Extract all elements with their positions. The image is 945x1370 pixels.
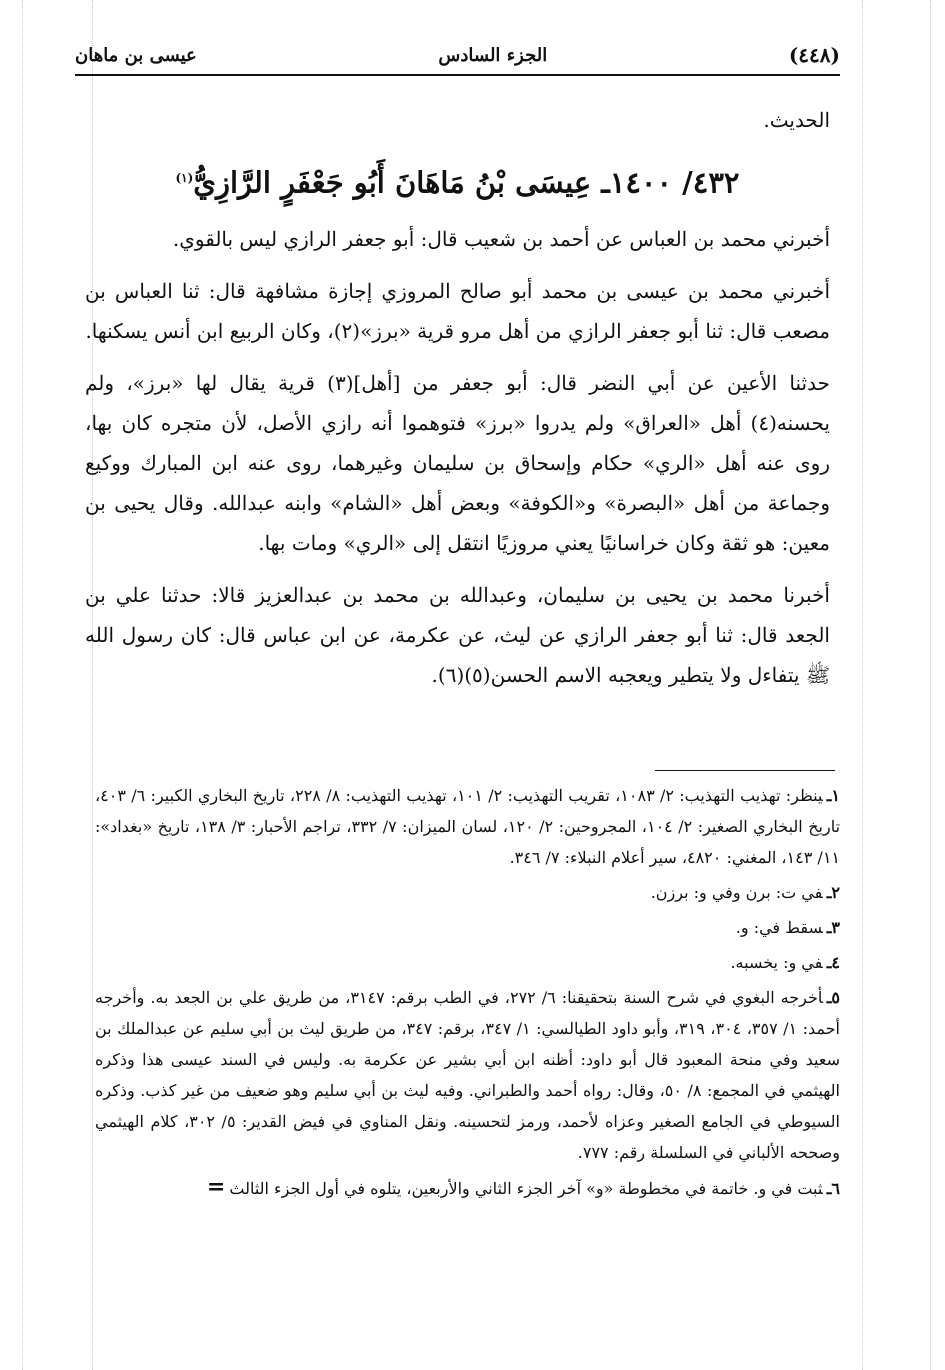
footnote-number: ٤ـ (826, 953, 840, 972)
page-number: (٤٤٨) (788, 43, 840, 67)
opening-word: الحديث. (763, 108, 830, 132)
running-title: عيسى بن ماهان (75, 44, 197, 66)
scan-artifact (22, 0, 23, 1370)
footnote (95, 912, 840, 943)
scan-artifact (930, 0, 931, 1370)
paragraph: أخبرني محمد بن العباس عن أحمد بن شعيب قال: أبو جعفر الرازي ليس بالقوي. (172, 226, 830, 251)
footnote-text: سقط في: و. (735, 918, 823, 937)
footnote-number: ٣ـ (826, 918, 840, 937)
footnote-text: في و: يخسبه. (730, 953, 823, 972)
volume-label: الجزء السادس (438, 44, 548, 66)
footnote (95, 877, 840, 908)
footnote-number: ٥ـ (826, 988, 841, 1007)
page-header (75, 40, 840, 70)
paragraph: حدثنا الأعين عن أبي النضر قال: أبو جعفر من [أهل](٣) قرية يقال لها «برز»، ولم يحسنه(٤) أهل «العراق» ولم يدروا «برز» فتوهموا أنه رازي الأصل، لأن متجره كان بها، روى عنه أهل «الري» حكام وإسحاق بن سليمان وغيرهما، روى عنه ابن المبارك ووكيع وجماعة من أهل «البصرة» و«الكوفة» وبعض أهل «الشام» وابنه عبدالله. وقال يحيى بن معين: هو ثقة وكان خراسانيًا يعني مروزيًا انتقل إلى «الري» ومات بها. (85, 370, 831, 555)
footnote-number: ٢ـ (826, 883, 840, 902)
footnote-text: ثبت في و. خاتمة في مخطوطة «و» آخر الجزء الثاني والأربعين، يتلوه في أول الجزء الثالث (229, 1179, 823, 1198)
footnote (95, 780, 840, 873)
footnote-separator (655, 770, 835, 771)
continuation-mark: = (206, 1174, 226, 1200)
footnote-number: ٦ـ (826, 1179, 840, 1198)
footnote (95, 1172, 840, 1204)
footnote-number: ١ـ (826, 786, 841, 805)
main-text (85, 100, 830, 707)
paragraph: أخبرنا محمد بن يحيى بن سليمان، وعبدالله بن محمد بن عبدالعزيز قالا: حدثنا علي بن الجعد قال: ثنا أبو جعفر الرازي عن ليث، عن عكرمة، عن ابن عباس قال: كان رسول الله ﷺ يتفاءل ولا يتطير ويعجبه الاسم الحسن(٥)(٦). (85, 582, 830, 687)
entry-title-text: ٤٣٢/ ١٤٠٠ـ عِيسَى بْنُ مَاهَانَ أَبُو جَعْفَرٍ الرَّازِيُّ (193, 165, 740, 200)
footnote-text: في ت: برن وفي و: برزن. (650, 883, 823, 902)
footnote (95, 982, 840, 1168)
entry-title (85, 152, 830, 209)
footnote-text: ينظر: تهذيب التهذيب: ٢/ ١٠٨٣، تقريب التهذيب: ٢/ ١٠١، تهذيب التهذيب: ٨/ ٢٢٨، تاريخ البخاري الكبير: ٦/ ٤٠٣، تاريخ البخاري الصغير: ٢/ ١٠٤، المجروحين: ٢/ ١٢٠، لسان الميزان: ٧/ ٣٣٢، تراجم الأحبار: ٣/ ١٣٨، تاريخ «بغداد»: ١١/ ١٤٣، المغني: ٤٨٢٠، سير أعلام النبلاء: ٧/ ٣٤٦. (95, 786, 841, 867)
paragraph: أخبرني محمد بن عيسى بن محمد أبو صالح المروزي إجازة مشافهة قال: ثنا العباس بن مصعب قال: ثنا أبو جعفر الرازي من أهل مرو قرية «برز»(٢)، وكان الربيع ابن أنس يسكنها. (85, 278, 830, 343)
header-rule (75, 74, 840, 76)
footnotes (95, 780, 840, 1208)
footnote-ref: (١) (175, 171, 194, 185)
footnote (95, 947, 840, 978)
footnote-text: أخرجه البغوي في شرح السنة بتحقيقنا: ٦/ ٢٧٢، في الطب برقم: ٣١٤٧، من طريق علي بن الجعد به. وأخرجه أحمد: ١/ ٣٥٧، ٣٠٤، ٣١٩، وأبو داود الطيالسي: ١/ ٣٤٧، برقم: ٣٤٧، من طريق ليث بن أبي سليم عن عبدالملك بن سعيد وفي منحة المعبود قال أبو داود: أظنه ابن أبي بشير عن عكرمة به. وليس في السند عيسى هذا وذكره الهيثمي في المجمع: ٨/ ٥٠، وقال: رواه أحمد والطبراني. وفيه ليث بن أبي سليم وهو ضعيف من غير كذب. وذكره السيوطي في الجامع الصغير وعزاه لأحمد، ورمز لتحسينه. ونقل المناوي في فيض القدير: ٥/ ٣٠٢، كلام الهيثمي وصححه الألباني في السلسلة رقم: ٧٧٧. (95, 988, 841, 1162)
scan-artifact (862, 0, 863, 1370)
